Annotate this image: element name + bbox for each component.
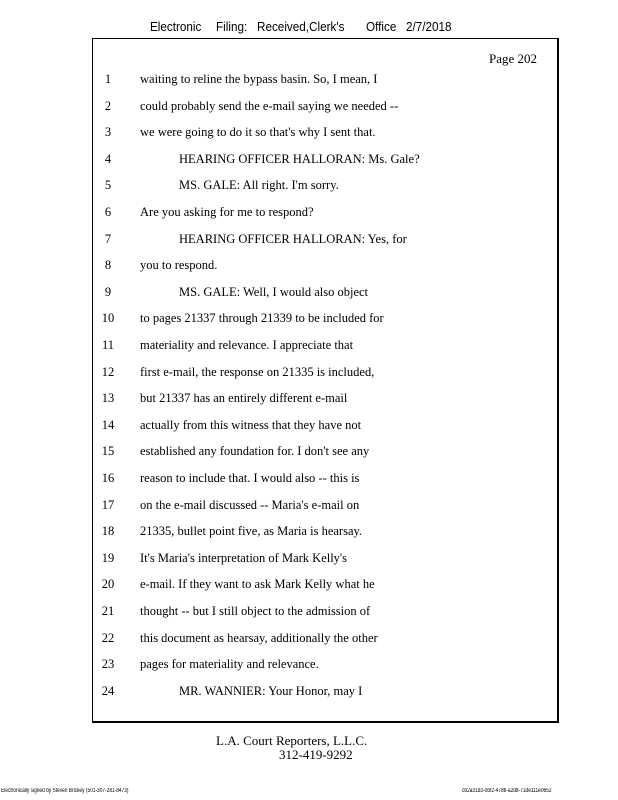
line-number: 3 bbox=[104, 125, 112, 140]
line-number: 12 bbox=[101, 364, 115, 379]
line-number: 19 bbox=[101, 550, 115, 565]
line-number: 4 bbox=[104, 151, 112, 166]
line-text: pages for materiality and relevance. bbox=[140, 657, 319, 672]
transcript-line bbox=[93, 178, 557, 198]
transcript-line bbox=[93, 551, 557, 571]
transcript-line bbox=[93, 498, 557, 518]
signature-hash: c82a31d3-0bf2-478b-a2d8-71de111e0652 bbox=[462, 788, 552, 794]
header-part: 2/7/2018 bbox=[406, 19, 452, 34]
transcript-line bbox=[93, 152, 557, 172]
line-text: to pages 21337 through 21339 to be included for bbox=[140, 311, 384, 326]
line-number: 6 bbox=[104, 205, 112, 219]
line-text: waiting to reline the bypass basin. So, I mean, I bbox=[140, 72, 378, 86]
line-text: reason to include that. I would also -- this is bbox=[140, 471, 360, 485]
transcript-line bbox=[93, 657, 557, 677]
transcript-line bbox=[93, 311, 557, 331]
transcript-line bbox=[93, 444, 557, 464]
transcript-line bbox=[93, 471, 557, 491]
line-text: MS. GALE: All right. I'm sorry. bbox=[179, 178, 339, 193]
line-number: 16 bbox=[101, 471, 115, 485]
transcript-line bbox=[93, 232, 557, 252]
line-text: could probably send the e-mail saying we needed -- bbox=[140, 98, 399, 113]
transcript-line bbox=[93, 604, 557, 624]
line-number: 7 bbox=[104, 231, 112, 246]
transcript-line bbox=[93, 205, 557, 225]
transcript-line bbox=[93, 524, 557, 544]
line-number: 1 bbox=[104, 72, 112, 86]
line-number: 14 bbox=[101, 417, 115, 432]
line-text: this document as hearsay, additionally the other bbox=[140, 630, 378, 645]
line-text: you to respond. bbox=[140, 258, 218, 273]
line-text: MR. WANNIER: Your Honor, may I bbox=[179, 683, 363, 698]
line-text: 21335, bullet point five, as Maria is hearsay. bbox=[140, 524, 363, 539]
line-number: 13 bbox=[101, 391, 115, 406]
line-number: 5 bbox=[104, 178, 112, 193]
transcript-line bbox=[93, 125, 557, 145]
transcript-line bbox=[93, 577, 557, 597]
header-part: Filing: bbox=[216, 19, 248, 34]
transcript-line bbox=[93, 72, 557, 92]
footer-company: L.A. Court Reporters, L.L.C. bbox=[216, 733, 368, 748]
line-number: 8 bbox=[104, 258, 112, 273]
line-text: e-mail. If they want to ask Mark Kelly what he bbox=[140, 577, 375, 592]
transcript-line bbox=[93, 391, 557, 411]
header-part: Office bbox=[366, 19, 397, 34]
line-text: MS. GALE: Well, I would also object bbox=[179, 284, 369, 299]
footer-phone: 312-419-9292 bbox=[279, 747, 353, 762]
line-text: materiality and relevance. I appreciate that bbox=[140, 338, 354, 352]
transcript-line bbox=[93, 258, 557, 278]
header-part: Electronic bbox=[150, 19, 202, 34]
line-number: 23 bbox=[101, 657, 115, 672]
transcript-line bbox=[93, 684, 557, 704]
transcript-line bbox=[93, 631, 557, 651]
line-text: HEARING OFFICER HALLORAN: Yes, for bbox=[179, 231, 407, 246]
line-text: first e-mail, the response on 21335 is included, bbox=[140, 364, 375, 379]
line-text: It's Maria's interpretation of Mark Kelly's bbox=[140, 550, 348, 565]
transcript-line bbox=[93, 285, 557, 305]
transcript-line bbox=[93, 99, 557, 119]
line-number: 10 bbox=[101, 311, 115, 326]
line-number: 17 bbox=[101, 497, 115, 512]
line-text: thought -- but I still object to the admission of bbox=[140, 604, 371, 618]
line-text: HEARING OFFICER HALLORAN: Ms. Gale? bbox=[179, 151, 420, 166]
page-number: Page 202 bbox=[488, 51, 537, 66]
transcript-line bbox=[93, 365, 557, 385]
line-number: 9 bbox=[104, 284, 112, 299]
signature-text: Electronically signed by Steven Brickey (501-307-281-8473) bbox=[1, 788, 129, 794]
line-number: 21 bbox=[101, 604, 115, 618]
line-number: 15 bbox=[101, 444, 115, 459]
line-text: on the e-mail discussed -- Maria's e-mail on bbox=[140, 497, 360, 512]
header-part: Received,Clerk's bbox=[257, 19, 345, 34]
line-number: 20 bbox=[101, 577, 115, 592]
line-number: 18 bbox=[101, 524, 115, 539]
line-number: 24 bbox=[101, 683, 115, 698]
line-text: actually from this witness that they have not bbox=[140, 417, 362, 432]
line-number: 11 bbox=[101, 338, 115, 352]
transcript-line bbox=[93, 418, 557, 438]
line-text: established any foundation for. I don't see any bbox=[140, 444, 370, 459]
transcript-line bbox=[93, 338, 557, 358]
line-text: we were going to do it so that's why I sent that. bbox=[140, 125, 376, 140]
transcript-page bbox=[92, 38, 559, 723]
line-number: 2 bbox=[104, 98, 112, 113]
line-number: 22 bbox=[101, 630, 115, 645]
line-text: but 21337 has an entirely different e-mail bbox=[140, 391, 348, 406]
line-text: Are you asking for me to respond? bbox=[140, 205, 314, 219]
